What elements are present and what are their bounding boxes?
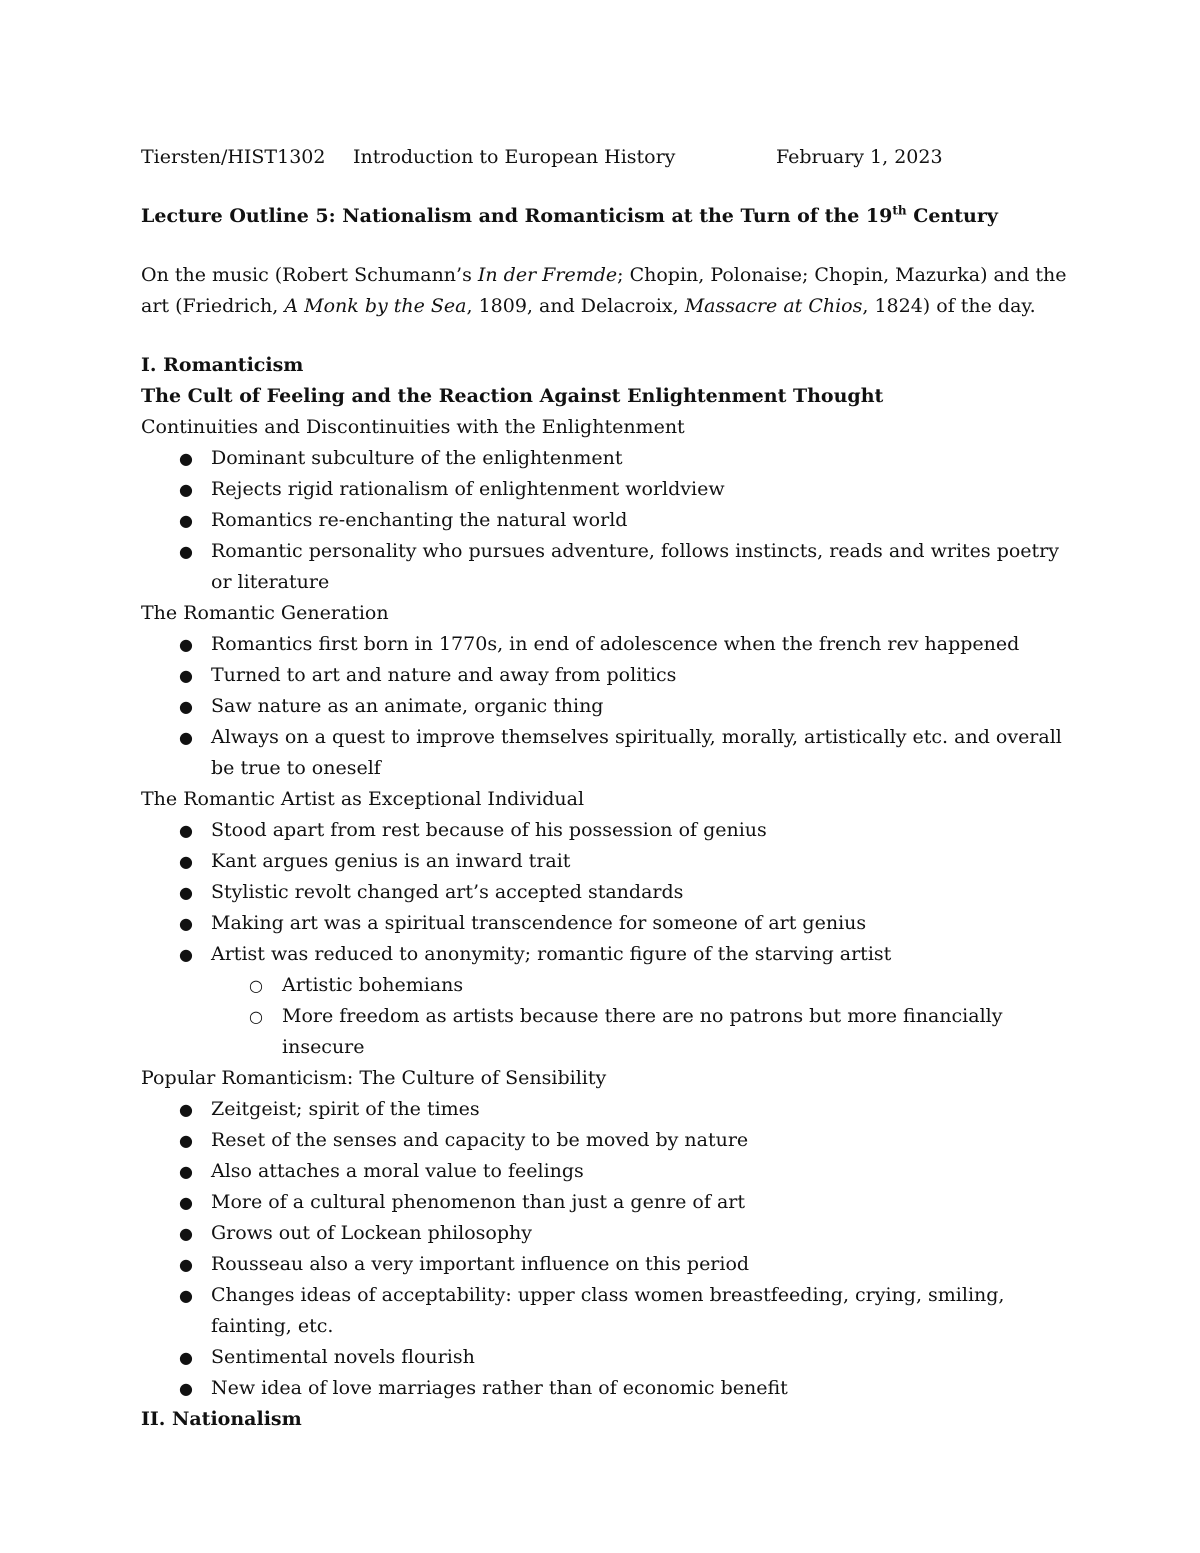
lecture-title — [141, 201, 998, 231]
bullet-icon: ● — [179, 1131, 193, 1150]
list-item-text: More of a cultural phenomenon than just a genre of art — [211, 1191, 745, 1213]
list-item — [141, 877, 1071, 908]
bullet-icon: ● — [179, 1100, 193, 1119]
course-title: Introduction to European History — [353, 146, 676, 168]
intro-italic-title: Massacre at Chios — [684, 295, 863, 317]
bullet-icon: ● — [179, 1193, 193, 1212]
list-item — [141, 1187, 1071, 1218]
list-item-text: Dominant subculture of the enlightenment — [211, 447, 623, 469]
course-code: Tiersten/HIST1302 — [141, 146, 326, 168]
list-item-text: Romantics first born in 1770s, in end of adolescence when the french rev happened — [211, 633, 1020, 655]
bullet-icon: ● — [179, 728, 193, 747]
list-item — [141, 908, 1071, 939]
bullet-list — [141, 815, 1071, 1063]
list-item-text: Artist was reduced to anonymity; romantic figure of the starving artist — [211, 943, 892, 965]
list-item — [141, 1249, 1071, 1280]
bullet-icon: ● — [179, 449, 193, 468]
list-item-text: Sentimental novels flourish — [211, 1346, 475, 1368]
bullet-list — [141, 629, 1071, 784]
sub-list-item — [141, 970, 1071, 1001]
list-item-text: Stylistic revolt changed art’s accepted standards — [211, 881, 684, 903]
list-item-text: Romantic personality who pursues adventure, follows instincts, reads and writes poetry or literature — [211, 540, 1059, 593]
list-item — [141, 474, 1071, 505]
list-item — [141, 1094, 1071, 1125]
list-item-text: Reset of the senses and capacity to be moved by nature — [211, 1129, 749, 1151]
group-heading: The Romantic Generation — [141, 602, 389, 624]
list-item — [141, 1125, 1071, 1156]
section-heading-romanticism: I. Romanticism — [141, 354, 304, 376]
list-item — [141, 722, 1071, 784]
list-item-text: Zeitgeist; spirit of the times — [211, 1098, 480, 1120]
intro-italic-title: In der Fremde — [477, 264, 618, 286]
intro-text: , 1824) of the day. — [862, 295, 1036, 317]
sub-list-item-text: More freedom as artists because there are no patrons but more financially insecure — [282, 1005, 1003, 1058]
group-heading: The Romantic Artist as Exceptional Individual — [141, 788, 585, 810]
hollow-bullet-icon: ○ — [249, 1007, 263, 1026]
hollow-bullet-icon: ○ — [249, 976, 263, 995]
bullet-icon: ● — [179, 945, 193, 964]
list-item-text: Changes ideas of acceptability: upper class women breastfeeding, crying, smiling, fainting, etc. — [211, 1284, 1005, 1337]
intro-text: , 1809, and Delacroix, — [466, 295, 685, 317]
bullet-icon: ● — [179, 635, 193, 654]
sub-list-item-text: Artistic bohemians — [282, 974, 464, 996]
list-item-text: Rejects rigid rationalism of enlightenment worldview — [211, 478, 725, 500]
section-heading-nationalism: II. Nationalism — [141, 1408, 302, 1430]
list-item — [141, 846, 1071, 877]
lecture-title-superscript: th — [892, 203, 907, 218]
subsection-heading: The Cult of Feeling and the Reaction Against Enlightenment Thought — [141, 385, 884, 407]
list-item — [141, 1218, 1071, 1249]
list-item-text: Always on a quest to improve themselves spiritually, morally, artistically etc. and overall be true to oneself — [211, 726, 1062, 779]
list-item-text: Saw nature as an animate, organic thing — [211, 695, 604, 717]
bullet-icon: ● — [179, 542, 193, 561]
list-item-text: Also attaches a moral value to feelings — [211, 1160, 584, 1182]
list-item — [141, 629, 1071, 660]
list-item — [141, 1373, 1071, 1404]
bullet-icon: ● — [179, 1162, 193, 1181]
bullet-icon: ● — [179, 697, 193, 716]
bullet-icon: ● — [179, 511, 193, 530]
list-item-text: Romantics re-enchanting the natural world — [211, 509, 628, 531]
group-heading: Popular Romanticism: The Culture of Sensibility — [141, 1067, 607, 1089]
intro-italic-title: A Monk by the Sea — [284, 295, 467, 317]
list-item-text: Kant argues genius is an inward trait — [211, 850, 571, 872]
list-item — [141, 1342, 1071, 1373]
bullet-icon: ● — [179, 480, 193, 499]
intro-text: On the music (Robert Schumann’s — [141, 264, 478, 286]
list-item-text: Stood apart from rest because of his possession of genius — [211, 819, 767, 841]
bullet-icon: ● — [179, 821, 193, 840]
bullet-icon: ● — [179, 883, 193, 902]
list-item-text: New idea of love marriages rather than of economic benefit — [211, 1377, 788, 1399]
list-item — [141, 815, 1071, 846]
bullet-icon: ● — [179, 914, 193, 933]
bullet-icon: ● — [179, 852, 193, 871]
intro-text: ; Chopin, Polonaise; Chopin, Mazurka) and the art (Friedrich, — [141, 264, 1067, 317]
group-heading: Continuities and Discontinuities with the Enlightenment — [141, 416, 685, 438]
bullet-icon: ● — [179, 1224, 193, 1243]
bullet-icon: ● — [179, 666, 193, 685]
bullet-icon: ● — [179, 1379, 193, 1398]
document-date: February 1, 2023 — [776, 146, 943, 168]
lecture-title-main: Lecture Outline 5: Nationalism and Romanticism at the Turn of the 19 — [141, 205, 893, 227]
list-item-text: Making art was a spiritual transcendence for someone of art genius — [211, 912, 867, 934]
bullet-list — [141, 1094, 1071, 1404]
sub-bullet-list — [211, 970, 1071, 1063]
list-item-text: Grows out of Lockean philosophy — [211, 1222, 532, 1244]
list-item — [141, 939, 1071, 1063]
bullet-icon: ● — [179, 1348, 193, 1367]
list-item-text: Rousseau also a very important influence on this period — [211, 1253, 750, 1275]
list-item — [141, 660, 1071, 691]
bullet-icon: ● — [179, 1286, 193, 1305]
list-item — [141, 1280, 1071, 1342]
bullet-list — [141, 443, 1071, 598]
outline — [141, 350, 1071, 1435]
lecture-title-end: Century — [906, 205, 998, 227]
bullet-icon: ● — [179, 1255, 193, 1274]
list-item — [141, 505, 1071, 536]
list-item — [141, 1156, 1071, 1187]
list-item — [141, 443, 1071, 474]
list-item-text: Turned to art and nature and away from politics — [211, 664, 677, 686]
list-item — [141, 536, 1071, 598]
intro-paragraph — [141, 260, 1071, 322]
list-item — [141, 691, 1071, 722]
sub-list-item — [141, 1001, 1071, 1063]
